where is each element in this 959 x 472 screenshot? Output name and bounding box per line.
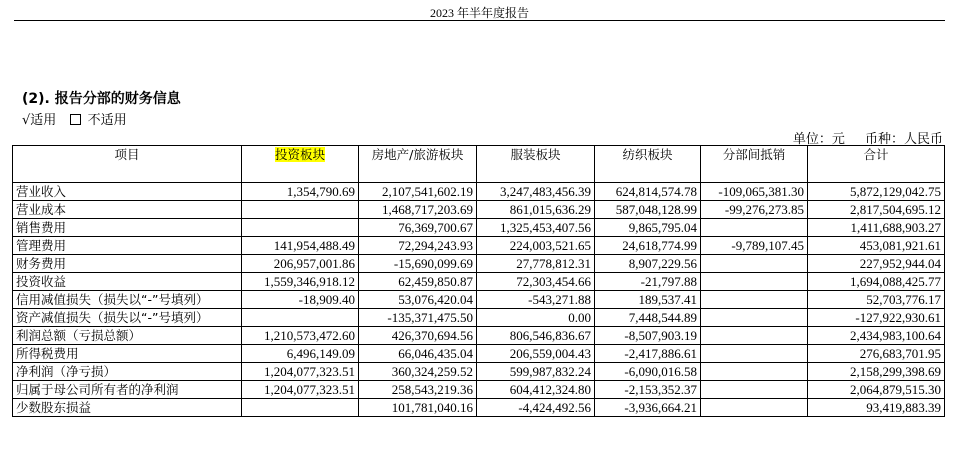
table-row bbox=[13, 219, 945, 237]
cell-textile: -2,153,352.37 bbox=[595, 381, 701, 399]
cell-apparel: 72,303,454.66 bbox=[477, 273, 595, 291]
cell-investment: 1,204,077,323.51 bbox=[242, 363, 359, 381]
cell-elimination: -9,789,107.45 bbox=[701, 237, 808, 255]
cell-elimination bbox=[701, 219, 808, 237]
row-label: 营业成本 bbox=[13, 201, 242, 219]
cell-apparel: 27,778,812.31 bbox=[477, 255, 595, 273]
row-label: 利润总额（亏损总额） bbox=[13, 327, 242, 345]
table-row bbox=[13, 255, 945, 273]
cell-textile: 24,618,774.99 bbox=[595, 237, 701, 255]
row-label: 投资收益 bbox=[13, 273, 242, 291]
table-row bbox=[13, 327, 945, 345]
cell-realestate-tourism: 360,324,259.52 bbox=[359, 363, 477, 381]
cell-investment: 1,210,573,472.60 bbox=[242, 327, 359, 345]
cell-apparel: 3,247,483,456.39 bbox=[477, 183, 595, 201]
cell-textile: -6,090,016.58 bbox=[595, 363, 701, 381]
cell-elimination bbox=[701, 381, 808, 399]
row-label: 管理费用 bbox=[13, 237, 242, 255]
cell-realestate-tourism: 426,370,694.56 bbox=[359, 327, 477, 345]
currency-label: 币种：人民币 bbox=[864, 132, 943, 147]
cell-elimination bbox=[701, 327, 808, 345]
cell-textile: 9,865,795.04 bbox=[595, 219, 701, 237]
cell-textile: 624,814,574.78 bbox=[595, 183, 701, 201]
cell-total: 1,694,088,425.77 bbox=[808, 273, 945, 291]
applicable-option-checked: √适用 bbox=[22, 113, 57, 128]
cell-total: 2,158,299,398.69 bbox=[808, 363, 945, 381]
cell-elimination bbox=[701, 255, 808, 273]
unchecked-box-icon bbox=[70, 114, 81, 125]
table-row bbox=[13, 399, 945, 417]
cell-total: 227,952,944.04 bbox=[808, 255, 945, 273]
row-label: 少数股东损益 bbox=[13, 399, 242, 417]
row-label: 财务费用 bbox=[13, 255, 242, 273]
cell-total: 276,683,701.95 bbox=[808, 345, 945, 363]
cell-total: 2,064,879,515.30 bbox=[808, 381, 945, 399]
cell-apparel: 1,325,453,407.56 bbox=[477, 219, 595, 237]
table-row bbox=[13, 363, 945, 381]
cell-elimination: -99,276,273.85 bbox=[701, 201, 808, 219]
cell-investment: 1,559,346,918.12 bbox=[242, 273, 359, 291]
cell-apparel: -4,424,492.56 bbox=[477, 399, 595, 417]
cell-realestate-tourism: 76,369,700.67 bbox=[359, 219, 477, 237]
cell-total: 5,872,129,042.75 bbox=[808, 183, 945, 201]
cell-investment bbox=[242, 201, 359, 219]
cell-elimination bbox=[701, 291, 808, 309]
cell-textile: -3,936,664.21 bbox=[595, 399, 701, 417]
cell-investment: -18,909.40 bbox=[242, 291, 359, 309]
table-row bbox=[13, 309, 945, 327]
table-row bbox=[13, 345, 945, 363]
cell-textile: -8,507,903.19 bbox=[595, 327, 701, 345]
cell-total: 52,703,776.17 bbox=[808, 291, 945, 309]
table-row bbox=[13, 201, 945, 219]
column-header-realestate-tourism: 房地产/旅游板块 bbox=[359, 146, 477, 183]
cell-elimination bbox=[701, 309, 808, 327]
row-label: 净利润（净亏损） bbox=[13, 363, 242, 381]
cell-total: 2,817,504,695.12 bbox=[808, 201, 945, 219]
cell-total: 2,434,983,100.64 bbox=[808, 327, 945, 345]
cell-realestate-tourism: 62,459,850.87 bbox=[359, 273, 477, 291]
cell-realestate-tourism: 66,046,435.04 bbox=[359, 345, 477, 363]
header-divider bbox=[14, 20, 945, 21]
not-applicable-option: 不适用 bbox=[87, 113, 127, 128]
unit-label: 单位：元 bbox=[792, 132, 845, 147]
table-header-row bbox=[13, 146, 945, 183]
cell-realestate-tourism: 101,781,040.16 bbox=[359, 399, 477, 417]
applicability-options bbox=[22, 109, 127, 128]
row-label: 销售费用 bbox=[13, 219, 242, 237]
cell-realestate-tourism: 72,294,243.93 bbox=[359, 237, 477, 255]
cell-investment: 6,496,149.09 bbox=[242, 345, 359, 363]
row-label: 资产减值损失（损失以“-”号填列） bbox=[13, 309, 242, 327]
cell-investment: 206,957,001.86 bbox=[242, 255, 359, 273]
cell-total: 453,081,921.61 bbox=[808, 237, 945, 255]
cell-apparel: 224,003,521.65 bbox=[477, 237, 595, 255]
table-row bbox=[13, 273, 945, 291]
row-label: 营业收入 bbox=[13, 183, 242, 201]
cell-realestate-tourism: -135,371,475.50 bbox=[359, 309, 477, 327]
cell-total: 93,419,883.39 bbox=[808, 399, 945, 417]
column-header-total: 合计 bbox=[808, 146, 945, 183]
cell-realestate-tourism: 2,107,541,602.19 bbox=[359, 183, 477, 201]
cell-textile: -21,797.88 bbox=[595, 273, 701, 291]
column-header-investment-label: 投资板块 bbox=[274, 147, 325, 162]
cell-realestate-tourism: 258,543,219.36 bbox=[359, 381, 477, 399]
cell-investment bbox=[242, 309, 359, 327]
cell-investment bbox=[242, 219, 359, 237]
segment-financial-table bbox=[12, 145, 945, 417]
table-row bbox=[13, 291, 945, 309]
column-header-item: 项目 bbox=[13, 146, 242, 183]
section-title: (2). 报告分部的财务信息 bbox=[22, 91, 181, 107]
cell-textile: 8,907,229.56 bbox=[595, 255, 701, 273]
cell-investment: 1,204,077,323.51 bbox=[242, 381, 359, 399]
cell-investment bbox=[242, 399, 359, 417]
cell-elimination bbox=[701, 363, 808, 381]
table-row bbox=[13, 381, 945, 399]
cell-realestate-tourism: -15,690,099.69 bbox=[359, 255, 477, 273]
cell-textile: -2,417,886.61 bbox=[595, 345, 701, 363]
cell-apparel: 806,546,836.67 bbox=[477, 327, 595, 345]
cell-textile: 7,448,544.89 bbox=[595, 309, 701, 327]
cell-textile: 189,537.41 bbox=[595, 291, 701, 309]
cell-total: 1,411,688,903.27 bbox=[808, 219, 945, 237]
report-header-title: 2023 年半年度报告 bbox=[429, 6, 529, 20]
column-header-apparel: 服装板块 bbox=[477, 146, 595, 183]
cell-apparel: 604,412,324.80 bbox=[477, 381, 595, 399]
cell-realestate-tourism: 53,076,420.04 bbox=[359, 291, 477, 309]
cell-realestate-tourism: 1,468,717,203.69 bbox=[359, 201, 477, 219]
cell-investment: 1,354,790.69 bbox=[242, 183, 359, 201]
column-header-investment bbox=[242, 146, 359, 183]
row-label: 所得税费用 bbox=[13, 345, 242, 363]
column-header-elimination: 分部间抵销 bbox=[701, 146, 808, 183]
cell-apparel: 0.00 bbox=[477, 309, 595, 327]
table-body bbox=[13, 183, 945, 417]
cell-investment: 141,954,488.49 bbox=[242, 237, 359, 255]
cell-elimination bbox=[701, 345, 808, 363]
cell-apparel: 206,559,004.43 bbox=[477, 345, 595, 363]
cell-apparel: 599,987,832.24 bbox=[477, 363, 595, 381]
row-label: 信用减值损失（损失以“-”号填列） bbox=[13, 291, 242, 309]
cell-textile: 587,048,128.99 bbox=[595, 201, 701, 219]
cell-apparel: -543,271.88 bbox=[477, 291, 595, 309]
cell-elimination: -109,065,381.30 bbox=[701, 183, 808, 201]
table-row bbox=[13, 237, 945, 255]
table-row bbox=[13, 183, 945, 201]
cell-elimination bbox=[701, 273, 808, 291]
column-header-textile: 纺织板块 bbox=[595, 146, 701, 183]
row-label: 归属于母公司所有者的净利润 bbox=[13, 381, 242, 399]
cell-total: -127,922,930.61 bbox=[808, 309, 945, 327]
cell-elimination bbox=[701, 399, 808, 417]
cell-apparel: 861,015,636.29 bbox=[477, 201, 595, 219]
